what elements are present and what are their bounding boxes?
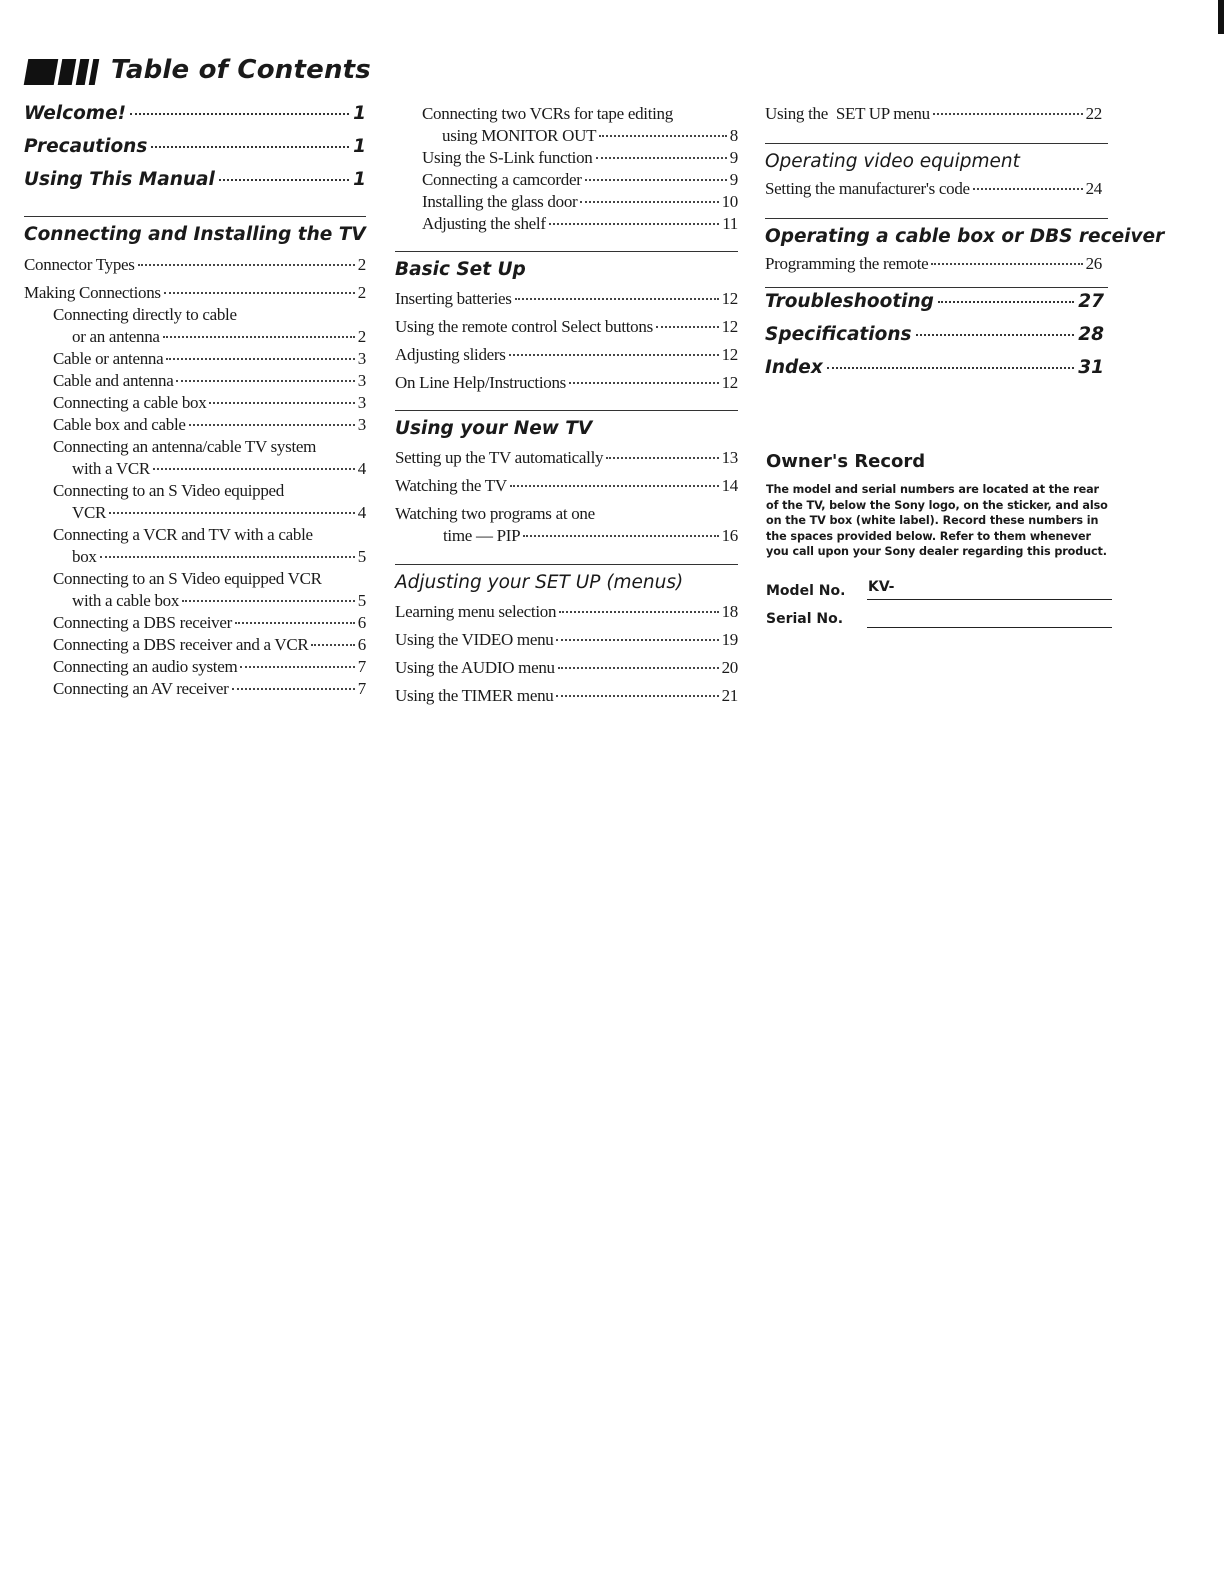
owners-record: [766, 450, 1112, 628]
toc-entry[interactable]: with a cable box 5: [72, 591, 366, 610]
section-divider: [395, 251, 738, 252]
page-edge-mark: [1218, 0, 1224, 34]
toc-entry[interactable]: Connecting a VCR and TV with a cable: [53, 525, 313, 544]
toc-major-index[interactable]: Index 31: [765, 357, 1104, 378]
toc-entry[interactable]: Learning menu selection 18: [395, 602, 738, 621]
toc-entry[interactable]: Connecting an antenna/cable TV system: [53, 437, 317, 456]
model-number-input[interactable]: KV-: [867, 577, 1112, 600]
toc-entry[interactable]: Connecting directly to cable: [53, 305, 237, 324]
section-divider: [765, 218, 1108, 219]
toc-entry[interactable]: Connecting an AV receiver 7: [53, 679, 366, 698]
toc-column-2: [395, 103, 738, 707]
toc-entry[interactable]: VCR 4: [72, 503, 366, 522]
section-divider: [765, 143, 1108, 144]
toc-entry[interactable]: Programming the remote 26: [765, 254, 1102, 273]
toc-major-welcome[interactable]: Welcome! 1: [24, 103, 366, 124]
toc-entry[interactable]: Connecting to an S Video equipped VCR: [53, 569, 322, 588]
toc-entry[interactable]: Using the SET UP menu 22: [765, 104, 1102, 123]
toc-major-using-this-manual[interactable]: Using This Manual 1: [24, 169, 366, 190]
section-heading-using-new-tv: Using your New TV: [395, 418, 593, 439]
page-title: [26, 50, 371, 90]
toc-major-specifications[interactable]: Specifications 28: [765, 324, 1104, 345]
serial-number-input[interactable]: [867, 605, 1112, 628]
section-divider: [24, 216, 366, 217]
toc-entry[interactable]: Adjusting sliders 12: [395, 345, 738, 364]
toc-entry[interactable]: Cable or antenna 3: [53, 349, 366, 368]
toc-entry[interactable]: Watching the TV 14: [395, 476, 738, 495]
toc-entry[interactable]: Cable box and cable 3: [53, 415, 366, 434]
section-heading-video-equipment: Operating video equipment: [765, 151, 1020, 172]
toc-entry[interactable]: or an antenna 2: [72, 327, 366, 346]
section-heading-basic-setup: Basic Set Up: [395, 259, 526, 280]
section-heading-cable-box: Operating a cable box or DBS receiver: [765, 226, 1165, 247]
section-divider: [395, 564, 738, 565]
toc-entry[interactable]: Connecting to an S Video equipped: [53, 481, 284, 500]
toc-major-troubleshooting[interactable]: Troubleshooting 27: [765, 291, 1104, 312]
owners-record-note: The model and serial numbers are located at the rear of the TV, below the Sony logo, on the sticker, and also on the TV box (white label). Record these numbers in the spaces provided below. Refer to them whenever you call upon your Sony dealer regarding this product.: [766, 483, 1108, 558]
toc-entry[interactable]: Connecting a cable box 3: [53, 393, 366, 412]
section-heading-adjusting-setup: Adjusting your SET UP (menus): [395, 572, 684, 593]
toc-entry[interactable]: Installing the glass door 10: [422, 192, 738, 211]
toc-entry[interactable]: Connecting an audio system 7: [53, 657, 366, 676]
section-divider: [765, 287, 1108, 288]
toc-major-precautions[interactable]: Precautions 1: [24, 136, 366, 157]
section-heading-connecting: Connecting and Installing the TV: [24, 224, 366, 245]
section-divider: [395, 410, 738, 411]
title-text: Table of Contents: [111, 55, 371, 85]
toc-column-1: [24, 103, 366, 700]
toc-entry[interactable]: box 5: [72, 547, 366, 566]
toc-entry[interactable]: using MONITOR OUT 8: [442, 126, 738, 145]
toc-entry[interactable]: Inserting batteries 12: [395, 289, 738, 308]
toc-entry[interactable]: Connecting a DBS receiver and a VCR 6: [53, 635, 366, 654]
toc-entry[interactable]: Cable and antenna 3: [53, 371, 366, 390]
toc-entry[interactable]: Making Connections 2: [24, 283, 366, 302]
toc-column-3: [765, 103, 1165, 390]
toc-entry[interactable]: Using the TIMER menu 21: [395, 686, 738, 705]
toc-entry[interactable]: Connecting two VCRs for tape editing: [422, 104, 673, 123]
model-number-label: Model No.: [766, 582, 846, 599]
toc-entry[interactable]: Connector Types 2: [24, 255, 366, 274]
toc-entry[interactable]: Using the S-Link function 9: [422, 148, 738, 167]
toc-entry[interactable]: Connecting a camcorder 9: [422, 170, 738, 189]
toc-entry[interactable]: with a VCR 4: [72, 459, 366, 478]
toc-entry[interactable]: Connecting a DBS receiver 6: [53, 613, 366, 632]
serial-number-field: [766, 602, 1112, 628]
toc-entry[interactable]: time — PIP 16: [443, 526, 738, 545]
toc-entry[interactable]: Using the VIDEO menu 19: [395, 630, 738, 649]
toc-entry[interactable]: Using the remote control Select buttons 12: [395, 317, 738, 336]
toc-entry[interactable]: Using the AUDIO menu 20: [395, 658, 738, 677]
toc-entry[interactable]: Adjusting the shelf 11: [422, 214, 738, 233]
toc-entry[interactable]: Watching two programs at one: [395, 504, 595, 523]
serial-number-label: Serial No.: [766, 610, 844, 627]
toc-entry[interactable]: Setting up the TV automatically 13: [395, 448, 738, 467]
title-bars-icon: [26, 55, 97, 85]
model-number-field: [766, 574, 1112, 600]
toc-entry[interactable]: Setting the manufacturer's code 24: [765, 179, 1102, 198]
owners-record-title: Owner's Record: [766, 451, 926, 472]
toc-entry[interactable]: On Line Help/Instructions 12: [395, 373, 738, 392]
